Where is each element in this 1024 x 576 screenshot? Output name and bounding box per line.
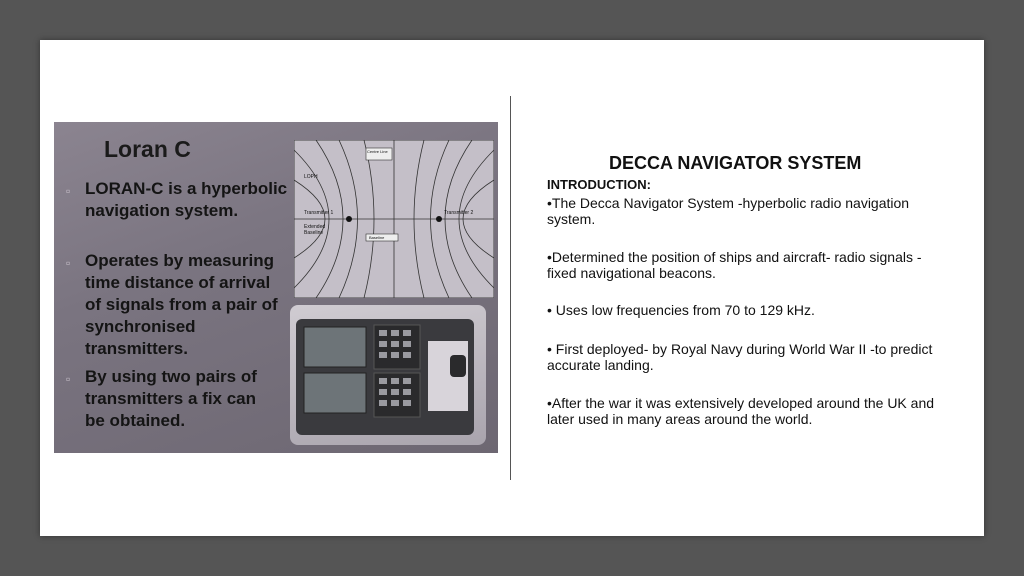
decca-paragraph: •The Decca Navigator System -hyperbolic radio navigation system. — [547, 195, 910, 227]
image-title: Loran C — [104, 136, 191, 162]
decca-title: DECCA NAVIGATOR SYSTEM — [609, 153, 862, 173]
centre-line-label: Centre Line — [367, 149, 388, 154]
hyperbolic-diagram — [294, 140, 494, 298]
hyperbola-lines — [294, 140, 494, 298]
bullet-icon: ▫ — [66, 256, 71, 270]
device-illustration — [290, 305, 486, 445]
loph-label: LOPH — [304, 174, 318, 180]
column-divider — [510, 96, 511, 480]
bullet-icon: ▫ — [66, 184, 71, 198]
transmitter-1-label: Transmitter 1 — [304, 210, 334, 216]
decca-paragraph: •After the war it was extensively developed around the UK and later used in many areas around the world. — [547, 395, 935, 427]
transmitter-2-label: Transmitter 2 — [444, 210, 474, 216]
loran-c-image — [54, 122, 498, 453]
image-bullet-text: LORAN-C is a hyperbolic navigation system. — [85, 179, 288, 220]
image-bullet-text: Operates by measuring time distance of arrival of signals from a pair of synchronised transmitters. — [85, 251, 278, 358]
navigator-device — [290, 305, 486, 445]
image-bullet-text: By using two pairs of transmitters a fix can be obtained. — [85, 367, 257, 430]
bullet-icon: ▫ — [66, 372, 71, 386]
introduction-heading: INTRODUCTION: — [547, 177, 651, 192]
extended-baseline-label: Extended Baseline — [304, 224, 326, 236]
decca-paragraph: •Determined the position of ships and aircraft- radio signals -fixed navigational beacons. — [547, 249, 922, 281]
baseline-label: Baseline — [369, 235, 385, 240]
decca-paragraph: • Uses low frequencies from 70 to 129 kHz. — [547, 302, 815, 318]
decca-paragraph: • First deployed- by Royal Navy during World War II -to predict accurate landing. — [547, 341, 933, 373]
